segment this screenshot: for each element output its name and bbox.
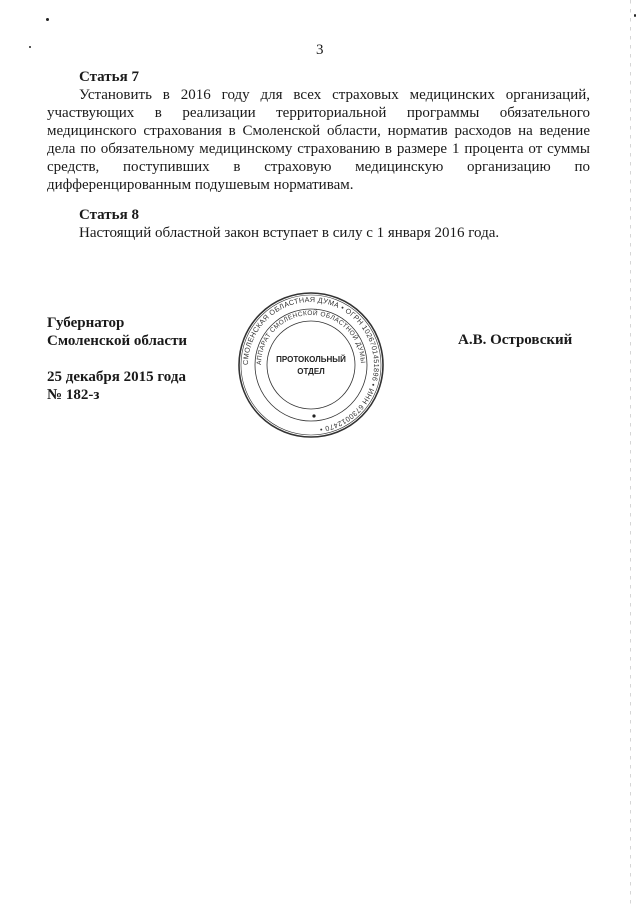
scan-speck xyxy=(634,14,636,17)
seal-star xyxy=(312,414,315,417)
document-date: 25 декабря 2015 года xyxy=(47,369,186,385)
article-body: Настоящий областной закон вступает в силу с 1 января 2016 года. xyxy=(79,225,500,241)
signer-name: А.В. Островский xyxy=(458,332,573,348)
scan-speck xyxy=(29,46,31,48)
article-7 xyxy=(47,68,590,194)
seal-center-line1: ПРОТОКОЛЬНЫЙ xyxy=(276,355,346,364)
official-seal xyxy=(236,290,386,440)
signer-position-line1: Губернатор xyxy=(47,315,125,331)
article-body: Установить в 2016 году для всех страховых медицинских организаций, участвующих в реализации территориальной программы обязательного медицинского страхования в Смоленской области, норматив расходов на ведение дела по обязательному медицинскому страхованию в размере 1 процента от суммы средств, поступивших в страховую медицинскую организацию по дифференцированным подушевым нормативам. xyxy=(47,87,590,193)
article-8 xyxy=(47,206,590,242)
seal-inner-text: АППАРАТ СМОЛЕНСКОЙ ОБЛАСТНОЙ ДУМЫ xyxy=(255,309,367,366)
page-number: 3 xyxy=(316,42,324,58)
seal-outer-text: СМОЛЕНСКАЯ ОБЛАСТНАЯ ДУМА • ОГРН 1026701451896 • ИНН 6730012470 • xyxy=(240,294,382,435)
seal-center-line2: ОТДЕЛ xyxy=(297,367,325,376)
scan-speck xyxy=(46,18,49,21)
document-number: № 182-з xyxy=(47,387,100,403)
signature-block xyxy=(47,314,187,404)
signer-position-line2: Смоленской области xyxy=(47,333,188,349)
article-heading: Статья 8 xyxy=(79,207,139,223)
article-heading: Статья 7 xyxy=(79,69,139,85)
scan-edge-line xyxy=(630,0,631,905)
